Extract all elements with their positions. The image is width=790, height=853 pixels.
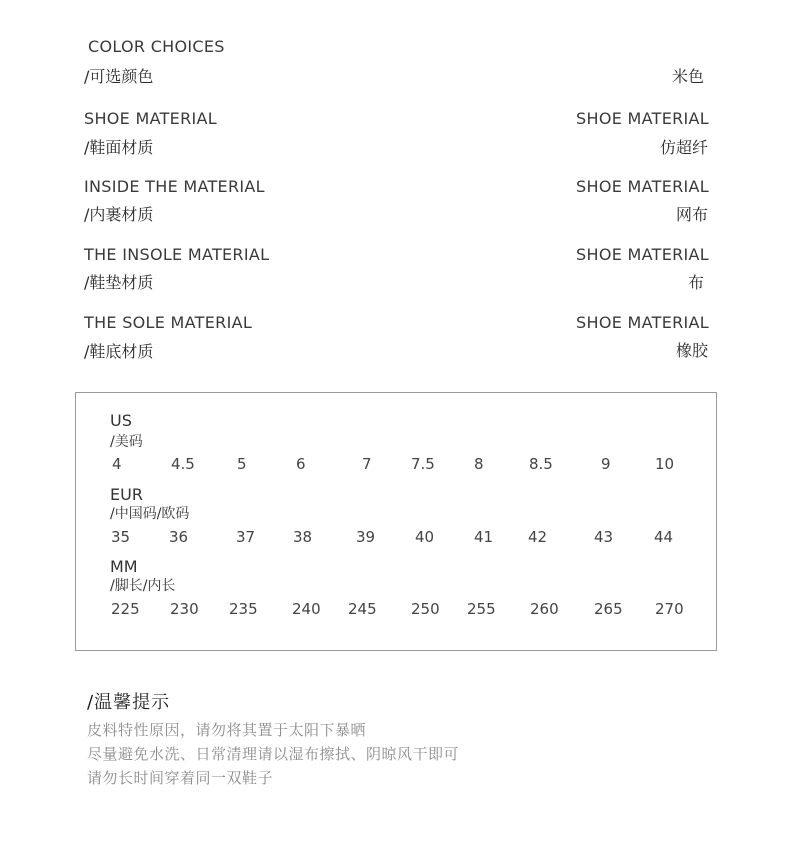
eur-size-subtitle: /中国码/欧码 — [110, 506, 190, 522]
mm-size-value: 245 — [348, 600, 377, 618]
color-choices-value: 米色 — [671, 67, 704, 86]
mm-size-value: 270 — [655, 600, 684, 618]
mm-size-title: MM — [110, 557, 138, 576]
tip-line: 皮料特性原因，请勿将其置于太阳下暴晒 — [87, 721, 367, 739]
us-size-value: 7.5 — [411, 455, 435, 473]
eur-size-value: 35 — [111, 528, 131, 546]
eur-size-value: 43 — [594, 528, 614, 546]
mm-size-value: 265 — [594, 600, 623, 618]
eur-size-value: 37 — [236, 528, 256, 546]
eur-size-value: 38 — [293, 528, 313, 546]
eur-size-value: 40 — [415, 528, 435, 546]
shoe-material-value-zh: 仿超纤 — [659, 138, 708, 157]
inside-material-label-zh: /内裹材质 — [84, 205, 154, 224]
us-size-value: 8 — [474, 455, 484, 473]
tip-line: 请勿长时间穿着同一双鞋子 — [87, 769, 274, 787]
insole-material-value-en: SHOE MATERIAL — [576, 245, 709, 264]
eur-size-value: 41 — [474, 528, 494, 546]
color-choices-label-en: COLOR CHOICES — [88, 37, 225, 56]
insole-material-label-en: THE INSOLE MATERIAL — [84, 245, 270, 264]
us-size-value: 10 — [655, 455, 675, 473]
tips-title: /温馨提示 — [87, 692, 171, 713]
inside-material-value-en: SHOE MATERIAL — [576, 177, 709, 196]
us-size-title: US — [110, 411, 132, 430]
us-size-value: 9 — [601, 455, 611, 473]
inside-material-value-zh: 网布 — [675, 205, 708, 224]
mm-size-value: 230 — [170, 600, 199, 618]
us-size-value: 5 — [237, 455, 247, 473]
us-size-value: 8.5 — [529, 455, 553, 473]
eur-size-value: 42 — [528, 528, 548, 546]
color-choices-label-zh: /可选颜色 — [84, 67, 154, 86]
eur-size-title: EUR — [110, 485, 143, 504]
sole-material-value-en: SHOE MATERIAL — [576, 313, 709, 332]
mm-size-value: 240 — [292, 600, 321, 618]
eur-size-value: 44 — [654, 528, 674, 546]
us-size-subtitle: /美码 — [110, 434, 143, 450]
sole-material-label-zh: /鞋底材质 — [84, 342, 154, 361]
tip-line: 尽量避免水洗、日常清理请以湿布擦拭、阴晾风干即可 — [87, 745, 460, 763]
shoe-material-label-en: SHOE MATERIAL — [84, 109, 217, 128]
mm-size-subtitle: /脚长/内长 — [110, 578, 176, 594]
us-size-value: 4.5 — [171, 455, 195, 473]
insole-material-label-zh: /鞋垫材质 — [84, 273, 154, 292]
eur-size-value: 39 — [356, 528, 376, 546]
insole-material-value-zh: 布 — [687, 273, 704, 292]
sole-material-value-zh: 橡胶 — [675, 341, 708, 360]
sole-material-label-en: THE SOLE MATERIAL — [84, 313, 253, 332]
shoe-material-label-zh: /鞋面材质 — [84, 138, 154, 157]
mm-size-value: 235 — [229, 600, 258, 618]
eur-size-value: 36 — [169, 528, 189, 546]
us-size-value: 6 — [296, 455, 306, 473]
mm-size-value: 255 — [467, 600, 496, 618]
mm-size-value: 225 — [111, 600, 140, 618]
inside-material-label-en: INSIDE THE MATERIAL — [84, 177, 265, 196]
mm-size-value: 260 — [530, 600, 559, 618]
mm-size-value: 250 — [411, 600, 440, 618]
shoe-material-value-en: SHOE MATERIAL — [576, 109, 709, 128]
us-size-value: 4 — [112, 455, 122, 473]
us-size-value: 7 — [362, 455, 372, 473]
